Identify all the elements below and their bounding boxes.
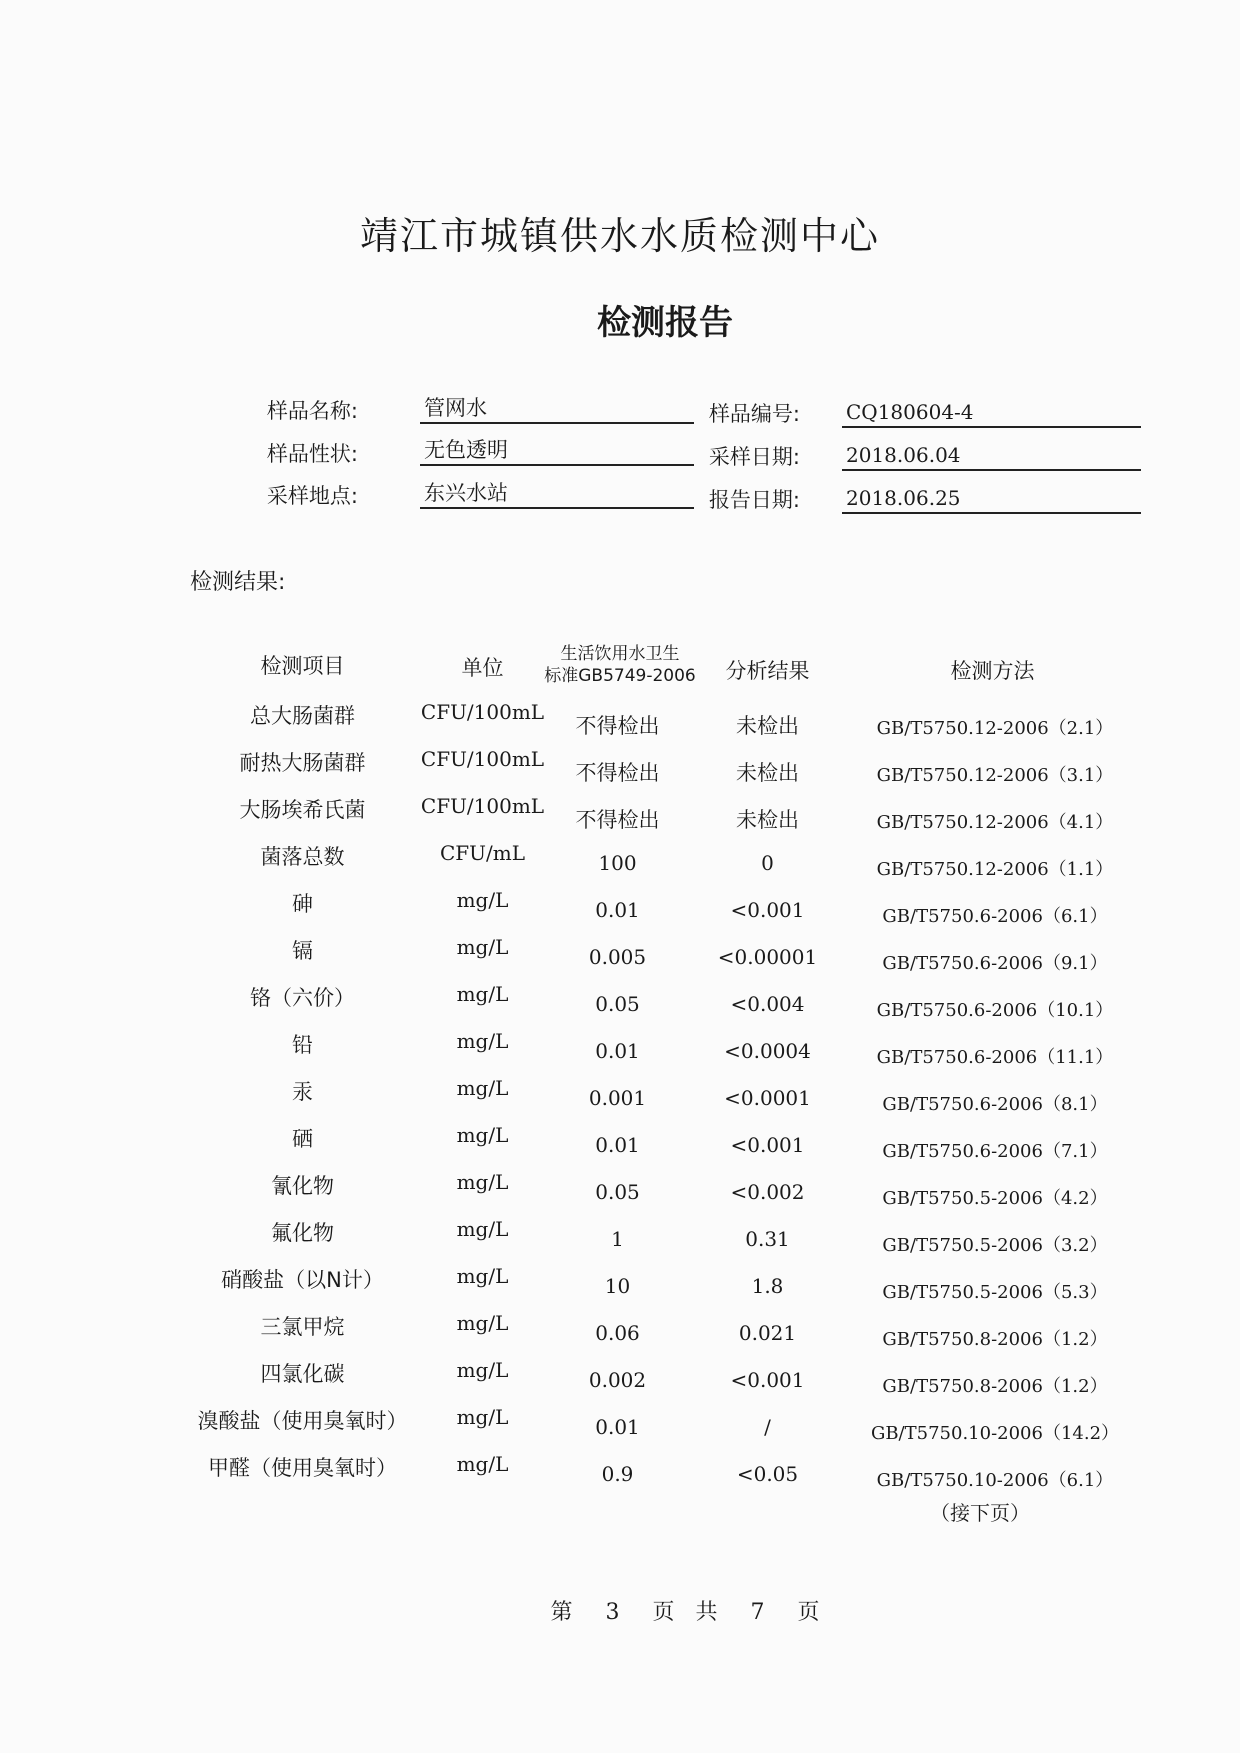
cell-method: GB/T5750.10-2006（14.2）	[870, 1423, 1120, 1444]
cell-standard: 0.002	[588, 1368, 647, 1392]
cell-result: /	[764, 1415, 771, 1439]
sampling-date-value: 2018.06.04	[842, 441, 1141, 471]
header-unit: 单位	[461, 656, 504, 680]
cell-standard: 1	[611, 1227, 624, 1251]
cell-item: 氟化物	[271, 1221, 334, 1245]
cell-result: <0.001	[730, 898, 805, 922]
cell-method: GB/T5750.6-2006（11.1）	[876, 1047, 1114, 1068]
cell-method: GB/T5750.6-2006（8.1）	[882, 1094, 1108, 1115]
cell-method: GB/T5750.5-2006（3.2）	[882, 1235, 1108, 1256]
sampling-site-label: 采样地点:	[266, 484, 358, 508]
cell-unit: mg/L	[456, 1264, 509, 1288]
cell-method: GB/T5750.8-2006（1.2）	[882, 1376, 1108, 1397]
cell-unit: CFU/mL	[439, 841, 526, 865]
organization-title: 靖江市城镇供水水质检测中心	[359, 214, 880, 258]
cell-item: 铅	[292, 1033, 313, 1057]
report-title: 检测报告	[597, 303, 733, 343]
sampling-site-value: 东兴水站	[420, 479, 694, 509]
cell-result: 0.31	[745, 1227, 790, 1251]
cell-standard: 0.001	[588, 1086, 647, 1110]
cell-item: 氰化物	[271, 1174, 334, 1198]
cell-item: 甲醛（使用臭氧时）	[208, 1456, 397, 1480]
results-heading: 检测结果:	[190, 570, 286, 595]
header-standard-line1: 生活饮用水卫生	[560, 644, 680, 664]
cell-standard: 0.05	[595, 992, 640, 1016]
cell-item: 汞	[292, 1080, 313, 1104]
cell-method: GB/T5750.8-2006（1.2）	[882, 1329, 1108, 1350]
cell-item: 镉	[292, 939, 313, 963]
cell-result: <0.001	[730, 1368, 805, 1392]
cell-item: 硒	[292, 1127, 313, 1151]
report-date-label: 报告日期:	[708, 488, 800, 512]
report-date-value: 2018.06.25	[842, 484, 1141, 514]
header-result: 分析结果	[725, 659, 810, 683]
cell-result: 1.8	[751, 1274, 784, 1298]
cell-result: <0.05	[736, 1462, 799, 1486]
cell-item: 大肠埃希氏菌	[239, 798, 366, 822]
cell-standard: 不得检出	[575, 714, 660, 738]
cell-unit: mg/L	[456, 1452, 509, 1476]
cell-item: 耐热大肠菌群	[239, 751, 366, 775]
header-method: 检测方法	[950, 659, 1035, 683]
cell-standard: 100	[598, 851, 637, 875]
cell-result: 未检出	[736, 808, 799, 832]
cell-result: 未检出	[736, 761, 799, 785]
cell-unit: mg/L	[456, 1076, 509, 1100]
cell-result: <0.0001	[724, 1086, 811, 1110]
cell-standard: 0.06	[595, 1321, 640, 1345]
cell-method: GB/T5750.6-2006（7.1）	[882, 1141, 1108, 1162]
header-standard-line2: 标准GB5749-2006	[544, 666, 696, 686]
cell-item: 总大肠菌群	[250, 704, 355, 728]
footer-middle: 页 共	[652, 1600, 718, 1625]
cell-result: <0.00001	[717, 945, 818, 969]
sample-id-label: 样品编号:	[708, 402, 800, 426]
footer-page-number: 3	[605, 1600, 620, 1625]
sample-name-label: 样品名称:	[266, 399, 358, 423]
cell-unit: mg/L	[456, 1123, 509, 1147]
cell-standard: 0.9	[601, 1462, 634, 1486]
cell-unit: mg/L	[456, 1217, 509, 1241]
cell-method: GB/T5750.12-2006（1.1）	[876, 859, 1114, 880]
cell-unit: mg/L	[456, 1029, 509, 1053]
cell-item: 菌落总数	[260, 845, 345, 869]
cell-standard: 不得检出	[575, 761, 660, 785]
page-footer	[0, 1595, 1240, 1626]
cell-method: GB/T5750.6-2006（10.1）	[876, 1000, 1114, 1021]
cell-method: GB/T5750.5-2006（4.2）	[882, 1188, 1108, 1209]
sample-name-value: 管网水	[420, 394, 694, 424]
footer-suffix: 页	[797, 1600, 820, 1625]
cell-unit: CFU/100mL	[420, 747, 545, 771]
footer-prefix: 第	[550, 1600, 573, 1625]
header-standard	[530, 643, 710, 687]
cell-item: 硝酸盐（以N计）	[221, 1268, 384, 1292]
cell-standard: 0.01	[595, 1133, 640, 1157]
cell-method: GB/T5750.10-2006（6.1）	[876, 1470, 1114, 1491]
cell-method: GB/T5750.12-2006（4.1）	[876, 812, 1114, 833]
cell-result: 未检出	[736, 714, 799, 738]
cell-standard: 0.01	[595, 898, 640, 922]
cell-item: 四氯化碳	[260, 1362, 345, 1386]
cell-standard: 0.01	[595, 1039, 640, 1063]
cell-standard: 0.01	[595, 1415, 640, 1439]
cell-standard: 0.05	[595, 1180, 640, 1204]
cell-method: GB/T5750.5-2006（5.3）	[882, 1282, 1108, 1303]
cell-unit: mg/L	[456, 1170, 509, 1194]
cell-item: 三氯甲烷	[260, 1315, 345, 1339]
cell-unit: mg/L	[456, 1405, 509, 1429]
cell-method: GB/T5750.6-2006（6.1）	[882, 906, 1108, 927]
cell-unit: mg/L	[456, 888, 509, 912]
cell-standard: 不得检出	[575, 808, 660, 832]
cell-unit: CFU/100mL	[420, 794, 545, 818]
footer-total-pages: 7	[750, 1600, 765, 1625]
cell-result: <0.001	[730, 1133, 805, 1157]
cell-item: 铬（六价）	[250, 986, 355, 1010]
cell-standard: 0.005	[588, 945, 647, 969]
cell-unit: mg/L	[456, 982, 509, 1006]
cell-result: 0	[761, 851, 774, 875]
sample-appearance-label: 样品性状:	[266, 442, 358, 466]
cell-result: 0.021	[738, 1321, 797, 1345]
sample-id-value: CQ180604-4	[842, 398, 1141, 428]
sample-appearance-value: 无色透明	[420, 436, 694, 466]
continued-note: （接下页）	[930, 1501, 1030, 1525]
cell-method: GB/T5750.6-2006（9.1）	[882, 953, 1108, 974]
cell-result: <0.002	[730, 1180, 805, 1204]
cell-item: 溴酸盐（使用臭氧时）	[197, 1409, 408, 1433]
cell-result: <0.004	[730, 992, 805, 1016]
sampling-date-label: 采样日期:	[708, 445, 800, 469]
cell-method: GB/T5750.12-2006（2.1）	[876, 718, 1114, 739]
header-item: 检测项目	[260, 654, 345, 678]
cell-unit: mg/L	[456, 1311, 509, 1335]
cell-item: 砷	[292, 892, 313, 916]
cell-result: <0.0004	[724, 1039, 811, 1063]
cell-unit: mg/L	[456, 935, 509, 959]
cell-method: GB/T5750.12-2006（3.1）	[876, 765, 1114, 786]
cell-standard: 10	[604, 1274, 631, 1298]
cell-unit: mg/L	[456, 1358, 509, 1382]
cell-unit: CFU/100mL	[420, 700, 545, 724]
